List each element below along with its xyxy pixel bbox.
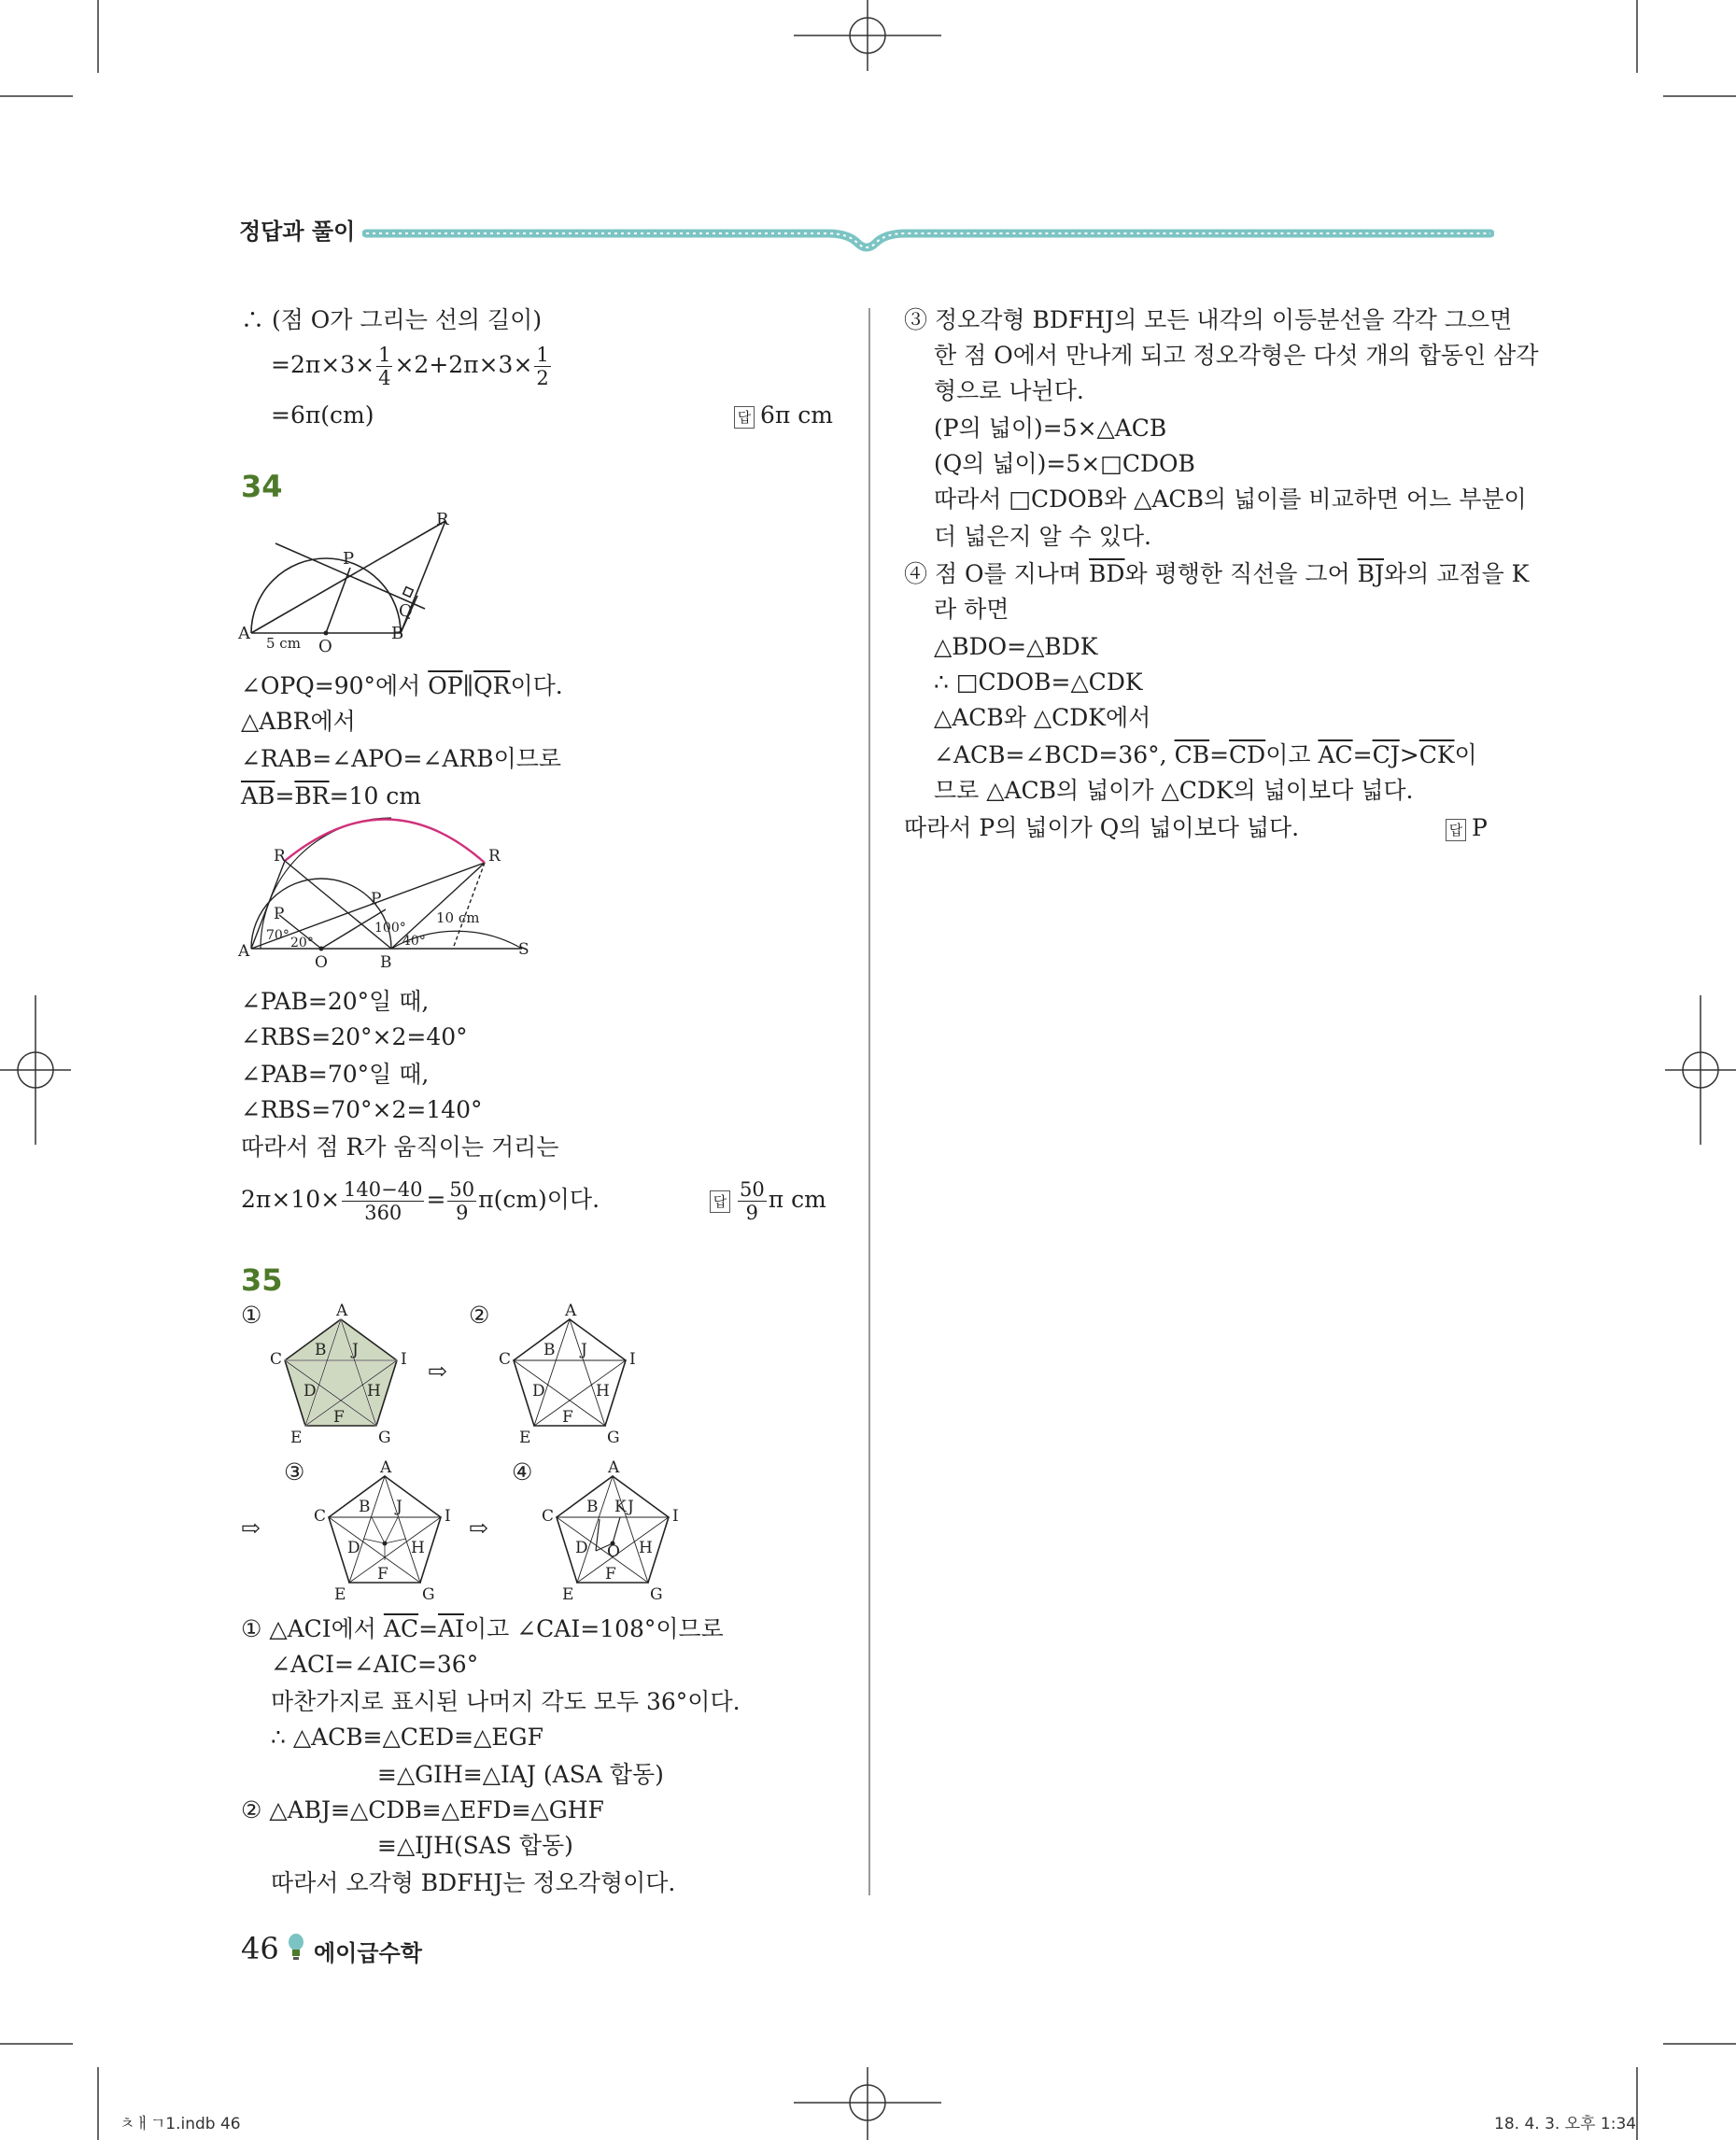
text-line: ∠RBS=70°×2=140° (241, 1096, 483, 1123)
answer-33: 답 6π cm (734, 400, 833, 431)
step-marker-1: ① (241, 1302, 262, 1329)
svg-text:I: I (672, 1507, 679, 1526)
svg-text:E: E (519, 1429, 531, 1443)
svg-text:C: C (270, 1350, 283, 1369)
label-O: O (315, 953, 328, 972)
svg-text:H: H (639, 1539, 653, 1557)
svg-text:I: I (445, 1507, 451, 1526)
text-line: ∠ACI=∠AIC=36° (271, 1651, 479, 1678)
text-line: △BDO=△BDK (934, 633, 1098, 660)
figure-34-semicircle-tangent (238, 504, 472, 658)
text-line: 따라서 점 R가 움직이는 거리는 (241, 1133, 559, 1161)
label-P: P (371, 890, 382, 908)
svg-text:C: C (314, 1507, 327, 1526)
label-B: B (380, 953, 392, 972)
svg-text:F: F (562, 1408, 573, 1427)
svg-text:C: C (542, 1507, 555, 1526)
label-A: A (238, 624, 250, 643)
text-line: ∴ □CDOB=△CDK (934, 669, 1143, 696)
pentagon-figure-3 (310, 1459, 459, 1599)
text-line: ≡△GIH≡△IAJ (ASA 합동) (377, 1761, 664, 1788)
text-line: 마찬가지로 표시된 나머지 각도 모두 36°이다. (271, 1688, 741, 1715)
svg-text:G: G (650, 1585, 663, 1599)
text-line: ④ 점 O를 지나며 $\overline{BD}$와 평행한 직선을 그어 $\overline{BJ}$와의 교점을 K (904, 560, 1530, 587)
angle-40: 40° (402, 934, 426, 949)
svg-text:F: F (377, 1565, 388, 1584)
text-line: ∠ACB=∠BCD=36°, $\overline{CB}=\overline{CD}$이고 $\overline{AC}=\overline{CJ}>\overline{CK}$이 (934, 741, 1477, 768)
svg-text:J: J (352, 1341, 359, 1359)
svg-text:G: G (378, 1429, 391, 1443)
text-line: 따라서 □CDOB와 △ACB의 넓이를 비교하면 어느 부분이 (934, 486, 1527, 513)
file-info: ㅊㅐㄱ1.indb 46 (120, 2115, 241, 2133)
label-R: R (274, 847, 286, 866)
svg-text:F: F (333, 1408, 345, 1427)
svg-text:A: A (565, 1302, 577, 1320)
svg-text:H: H (411, 1539, 425, 1557)
text-line: 더 넓은지 알 수 있다. (934, 523, 1151, 550)
svg-text:J: J (581, 1341, 587, 1359)
label-R: R (436, 510, 449, 529)
arrow-icon: ⇨ (428, 1358, 447, 1385)
text-line: ① △ACI에서 $\overline{AC}=\overline{AI}$이고 ∠CAI=108°이므로 (241, 1615, 724, 1642)
angle-100: 100° (374, 921, 406, 936)
equation-line: =2π×3× $\frac{1}{4}$ ×2+2π×3× $\frac{1}{2}$ (271, 344, 549, 389)
svg-text:C: C (499, 1350, 512, 1369)
svg-text:D: D (532, 1382, 545, 1401)
svg-text:O: O (607, 1542, 620, 1561)
text-line: ② △ABJ≡△CDB≡△EFD≡△GHF (241, 1796, 604, 1823)
svg-text:I: I (629, 1350, 636, 1369)
svg-text:B: B (315, 1341, 327, 1359)
arrow-icon: ⇨ (241, 1514, 261, 1542)
step-marker-4: ④ (512, 1458, 533, 1485)
text-line: 따라서 P의 넓이가 Q의 넓이보다 넓다. (904, 814, 1300, 841)
text-line: 한 점 O에서 만나게 되고 정오각형은 다섯 개의 합동인 삼각 (934, 342, 1539, 369)
column-divider (868, 308, 870, 1895)
page-number: 46 (241, 1931, 279, 1966)
pentagon-figure-1 (266, 1302, 416, 1443)
angle-20: 20° (290, 936, 314, 950)
label-Q: Q (399, 601, 413, 621)
lightbulb-icon (286, 1933, 306, 1963)
text-line: ∠PAB=70°일 때, (241, 1061, 430, 1088)
label-10cm: 10 cm (436, 909, 480, 926)
text-line: ∴ (점 O가 그리는 선의 길이) (241, 306, 543, 333)
svg-text:D: D (347, 1539, 360, 1557)
svg-text:H: H (367, 1382, 381, 1401)
svg-text:G: G (607, 1429, 620, 1443)
text-line: 형으로 나뉜다. (934, 377, 1084, 404)
label-S: S (518, 940, 529, 959)
pentagon-figure-2 (495, 1302, 644, 1443)
label-P: P (343, 549, 355, 569)
header-rule (362, 220, 1494, 261)
label-R: R (488, 847, 501, 866)
brand-name: 에이급수학 (314, 1940, 422, 1966)
label-P: P (274, 905, 285, 923)
svg-text:B: B (586, 1498, 599, 1516)
equation-line: 2π×10× $\frac{140-40}{360}$ = $\frac{50}{9}$ π(cm)이다. (241, 1178, 600, 1224)
text-line: ∠OPQ=90°에서 $\overline{OP}\parallel\overline{QR}$이다. (241, 672, 563, 699)
text-line: ∠RBS=20°×2=40° (241, 1023, 468, 1050)
svg-text:D: D (575, 1539, 588, 1557)
svg-text:H: H (596, 1382, 610, 1401)
step-marker-2: ② (469, 1302, 490, 1329)
text-line: ∠PAB=20°일 때, (241, 988, 430, 1015)
svg-text:J: J (628, 1498, 634, 1516)
arrow-icon: ⇨ (469, 1514, 488, 1542)
problem-number-35: 35 (241, 1262, 283, 1298)
step-marker-3: ③ (284, 1458, 305, 1485)
text-line: △ACB와 △CDK에서 (934, 704, 1151, 731)
page-header-title: 정답과 풀이 (239, 218, 356, 245)
svg-text:D: D (303, 1382, 317, 1401)
answer-35: 답 P (1446, 812, 1488, 844)
svg-text:B: B (543, 1341, 556, 1359)
svg-text:E: E (334, 1585, 346, 1599)
angle-70: 70° (266, 928, 289, 943)
label-B: B (391, 624, 404, 643)
text-line: ∴ △ACB≡△CED≡△EGF (271, 1724, 543, 1751)
figure-34-locus-of-R (238, 814, 537, 973)
text-line: (Q의 넓이)=5×□CDOB (934, 450, 1195, 477)
text-line: (P의 넓이)=5×△ACB (934, 415, 1167, 442)
text-line: ∠RAB=∠APO=∠ARB이므로 (241, 745, 562, 772)
svg-text:F: F (605, 1565, 616, 1584)
label-O: O (318, 637, 332, 656)
svg-text:A: A (608, 1459, 620, 1477)
svg-text:J: J (396, 1498, 402, 1516)
text-line: 라 하면 (934, 596, 1009, 623)
text-line: 따라서 오각형 BDFHJ는 정오각형이다. (271, 1869, 676, 1896)
text-line: $\overline{AB}=\overline{BR}=10$ cm (241, 782, 422, 810)
print-date: 18. 4. 3. 오후 1:34 (1494, 2115, 1637, 2133)
equation-line: =6π(cm) (271, 401, 374, 429)
svg-text:I: I (401, 1350, 407, 1369)
svg-text:A: A (380, 1459, 392, 1477)
svg-text:A: A (336, 1302, 348, 1320)
label-5cm: 5 cm (266, 635, 301, 652)
text-line: △ABR에서 (241, 708, 356, 735)
svg-text:K: K (614, 1498, 627, 1516)
text-line: 므로 △ACB의 넓이가 △CDK의 넓이보다 넓다. (934, 777, 1414, 804)
answer-34: 답 $\frac{50}{9}$ π cm (710, 1178, 826, 1224)
pentagon-figure-4 (538, 1459, 687, 1599)
text-line: ≡△IJH(SAS 합동) (377, 1832, 573, 1859)
svg-text:G: G (422, 1585, 435, 1599)
label-A: A (238, 942, 250, 961)
svg-text:B: B (359, 1498, 371, 1516)
text-line: ③ 정오각형 BDFHJ의 모든 내각의 이등분선을 각각 그으면 (904, 306, 1513, 333)
problem-number-34: 34 (241, 469, 283, 504)
svg-text:E: E (562, 1585, 574, 1599)
svg-text:E: E (290, 1429, 303, 1443)
